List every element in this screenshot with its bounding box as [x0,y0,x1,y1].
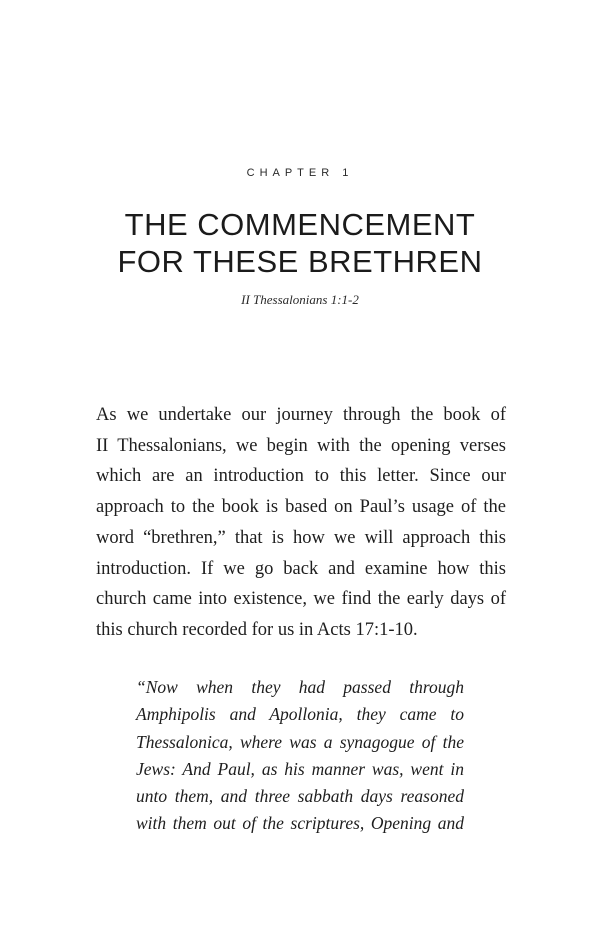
quote-line: unto them, and three sabbath days reasoned [136,786,464,807]
quote-line: Thessalonica, where was a synagogue of the [136,731,464,752]
chapter-label: CHAPTER 1 [246,167,354,179]
body-line: which are an introduction to this letter. Since our [96,466,506,487]
quote-line: Jews: And Paul, as his manner was, went in [136,758,464,779]
quote-line: with them out of the scriptures, Opening and [136,813,464,834]
body-line: church came into existence, we find the early days of [96,589,506,610]
body-line: word “brethren,” that is how we will approach this [96,527,506,548]
quote-line: “Now when they had passed through [136,677,464,697]
body-line: approach to the book is based on Paul’s usage of the [96,497,506,518]
chapter-title-line: THE COMMENCEMENT [124,207,476,242]
quote-line: Amphipolis and Apollonia, they came to [136,704,464,725]
chapter-title-line: FOR THESE BRETHREN [117,244,483,279]
body-line: introduction. If we go back and examine how this [96,558,506,579]
body-line: II Thessalonians, we begin with the opening verses [96,435,506,456]
body-line: this church recorded for us in Acts 17:1-10. [96,619,418,640]
scripture-reference: II Thessalonians 1:1-2 [241,292,359,307]
block-quote [136,674,464,838]
body-paragraph [96,400,506,646]
chapter-title [0,206,600,280]
body-line: As we undertake our journey through the book of [96,405,506,425]
